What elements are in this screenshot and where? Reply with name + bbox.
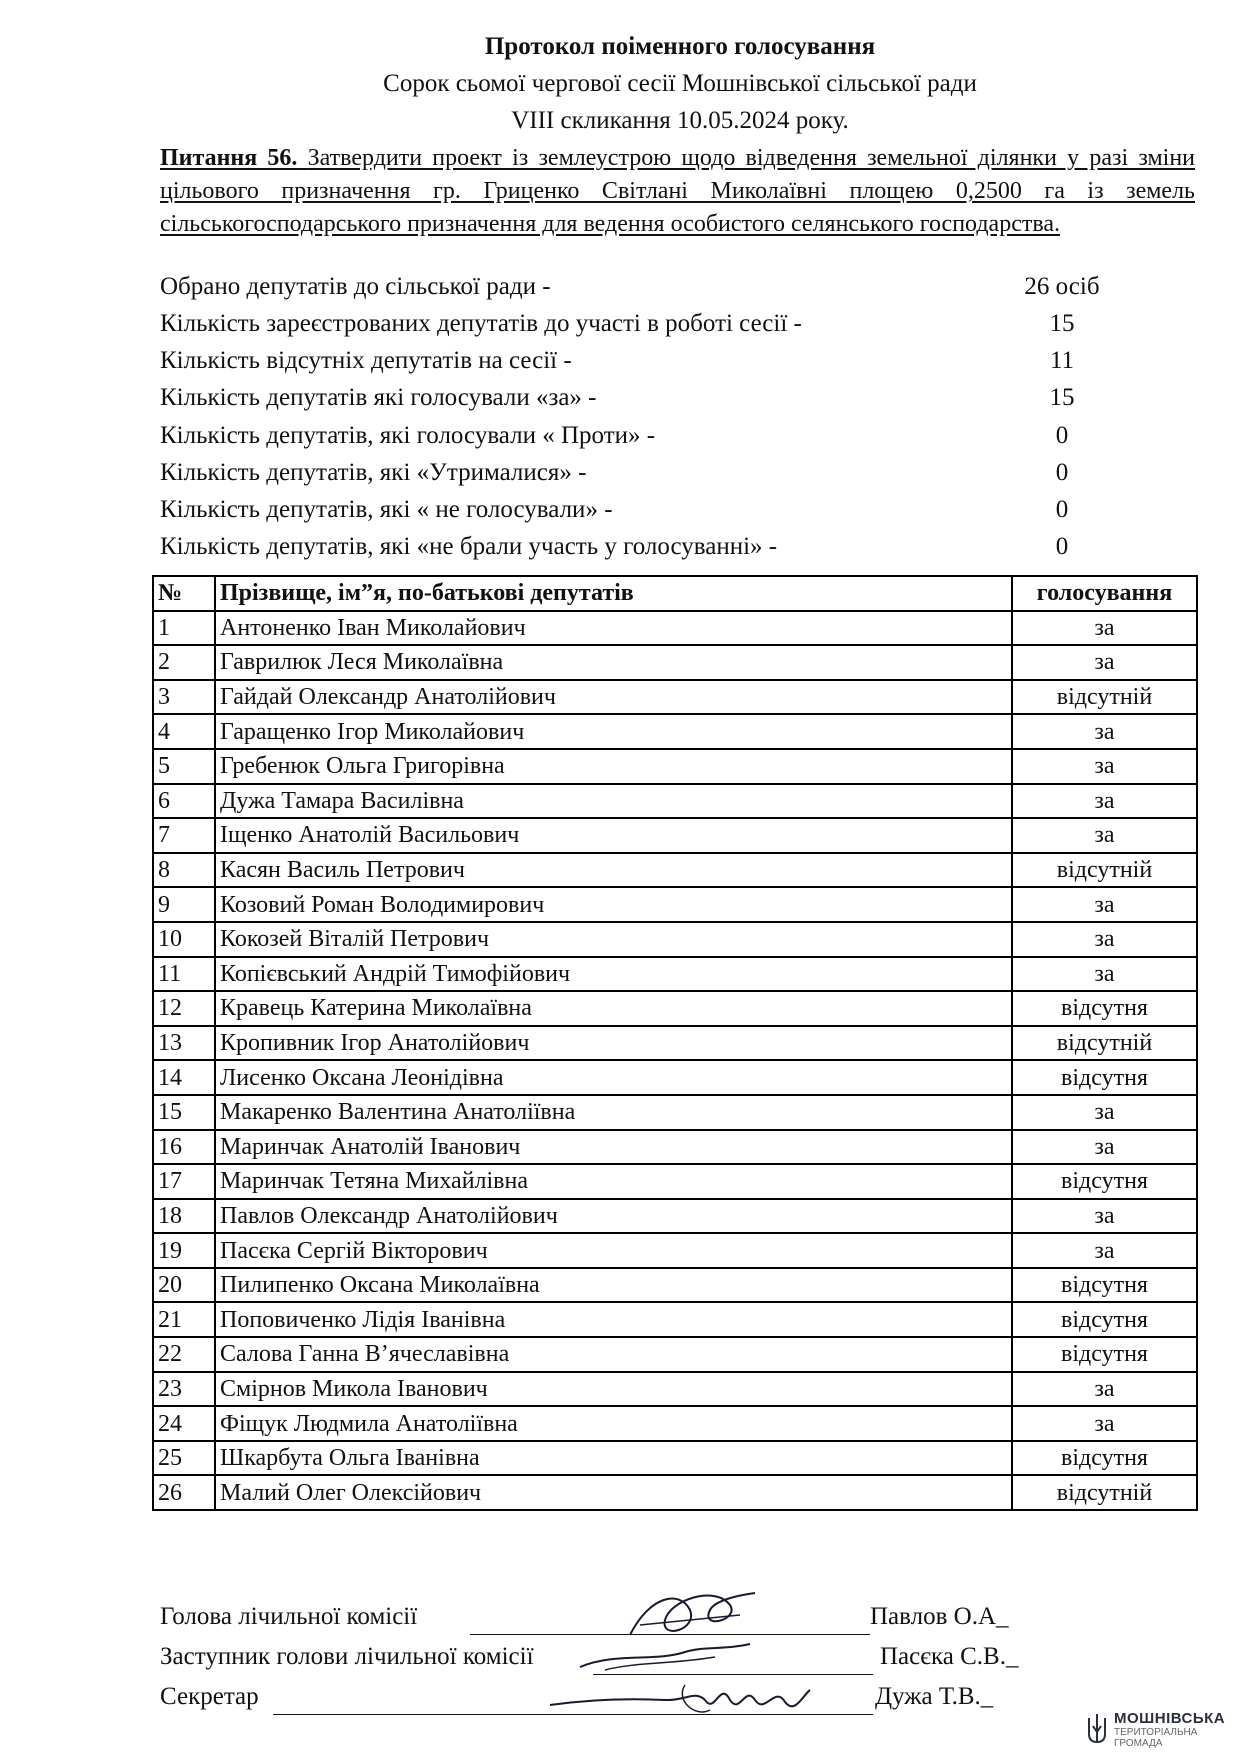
table-row [153, 1026, 1197, 1061]
deputy-name: Козовий Роман Володимирович [215, 887, 1012, 922]
deputy-name: Маринчак Тетяна Михайлівна [215, 1164, 1012, 1199]
vote-value: за [1012, 1406, 1197, 1441]
row-number: 7 [153, 818, 215, 853]
question-number: Питання 56. [160, 145, 298, 171]
table-row [153, 1164, 1197, 1199]
row-number: 18 [153, 1199, 215, 1234]
stat-row [160, 496, 1160, 533]
row-number: 1 [153, 611, 215, 646]
stat-label: Кількість депутатів, які «Утрималися» - [160, 459, 587, 486]
table-row [153, 1130, 1197, 1165]
table-row [153, 1337, 1197, 1372]
stat-row [160, 533, 1160, 570]
stat-value: 15 [1049, 310, 1075, 337]
vote-value: відсутній [1012, 853, 1197, 888]
row-number: 26 [153, 1475, 215, 1510]
logo-line-2: ГРОМАДА [1114, 1738, 1163, 1749]
question-body: Затвердити проект із землеустрою щодо відведення земельної ділянки у разі зміни цільового призначення гр. Гриценко Світлані Миколаївні площею 0,2500 га із земель сільськогосподарського призначення для ведення особистого селянського господарства. [160, 145, 1196, 237]
row-number: 14 [153, 1060, 215, 1095]
signature-role: Секретар [160, 1683, 259, 1710]
vote-value: за [1012, 922, 1197, 957]
table-header-row [153, 576, 1197, 611]
vote-value: за [1012, 645, 1197, 680]
vote-value: відсутня [1012, 991, 1197, 1026]
deputy-name: Кропивник Ігор Анатолійович [215, 1026, 1012, 1061]
row-number: 17 [153, 1164, 215, 1199]
trident-icon [1086, 1712, 1108, 1748]
stat-value: 0 [1055, 459, 1069, 486]
row-number: 25 [153, 1441, 215, 1476]
row-number: 9 [153, 887, 215, 922]
logo-subtitle [1114, 1727, 1197, 1749]
signature-name: Павлов О.А_ [870, 1603, 1009, 1630]
vote-value: за [1012, 714, 1197, 749]
deputy-name: Касян Василь Петрович [215, 853, 1012, 888]
row-number: 8 [153, 853, 215, 888]
vote-value: за [1012, 1130, 1197, 1165]
stat-value: 0 [1055, 422, 1069, 449]
vote-value: за [1012, 957, 1197, 992]
row-number: 5 [153, 749, 215, 784]
deputy-name: Поповиченко Лідія Іванівна [215, 1302, 1012, 1337]
header-num: № [153, 576, 215, 611]
table-row [153, 957, 1197, 992]
stat-value: 0 [1055, 496, 1069, 523]
vote-value: відсутній [1012, 680, 1197, 715]
row-number: 21 [153, 1302, 215, 1337]
stat-value: 0 [1055, 533, 1069, 560]
vote-value: відсутня [1012, 1164, 1197, 1199]
stat-label: Кількість зареєстрованих депутатів до участі в роботі сесії - [160, 310, 802, 337]
deputy-name: Антоненко Іван Миколайович [215, 611, 1012, 646]
signature-row-deputy [160, 1643, 1040, 1683]
deputy-name: Смірнов Микола Іванович [215, 1372, 1012, 1407]
logo-line-1: ТЕРИТОРІАЛЬНА [1114, 1727, 1198, 1738]
table-row [153, 1233, 1197, 1268]
stat-row [160, 459, 1160, 496]
row-number: 15 [153, 1095, 215, 1130]
table-row [153, 991, 1197, 1026]
row-number: 24 [153, 1406, 215, 1441]
table-row [153, 1475, 1197, 1510]
signature-role: Заступник голови лічильної комісії [160, 1643, 534, 1670]
table-row [153, 1060, 1197, 1095]
vote-value: відсутній [1012, 1475, 1197, 1510]
deputy-name: Макаренко Валентина Анатоліївна [215, 1095, 1012, 1130]
stat-value: 11 [1049, 347, 1075, 374]
vote-value: відсутня [1012, 1302, 1197, 1337]
header-vote: голосування [1012, 576, 1197, 611]
row-number: 6 [153, 784, 215, 819]
vote-value: за [1012, 1095, 1197, 1130]
logo-title: МОШНІВСЬКА [1114, 1710, 1226, 1727]
stat-row [160, 347, 1160, 384]
table-body [153, 611, 1197, 1510]
table-row [153, 714, 1197, 749]
vote-value: за [1012, 611, 1197, 646]
signature-name: Пасєка С.В._ [880, 1643, 1019, 1670]
table-row [153, 1302, 1197, 1337]
signature-line [470, 1634, 870, 1635]
signature-row-secretary [160, 1683, 1040, 1723]
table-row [153, 645, 1197, 680]
stat-label: Кількість відсутніх депутатів на сесії - [160, 347, 572, 374]
signature-name: Дужа Т.В._ [875, 1683, 994, 1710]
stat-label: Кількість депутатів, які « не голосували» - [160, 496, 613, 523]
deputy-name: Салова Ганна В’ячеславівна [215, 1337, 1012, 1372]
row-number: 10 [153, 922, 215, 957]
table-row [153, 749, 1197, 784]
deputy-name: Копієвський Андрій Тимофійович [215, 957, 1012, 992]
deputy-name: Шкарбута Ольга Іванівна [215, 1441, 1012, 1476]
vote-value: за [1012, 887, 1197, 922]
table-row [153, 818, 1197, 853]
table-row [153, 1372, 1197, 1407]
header-name: Прізвище, ім”я, по-батькові депутатів [215, 576, 1012, 611]
deputy-name: Гаврилюк Леся Миколаївна [215, 645, 1012, 680]
voting-table [152, 575, 1198, 1511]
row-number: 11 [153, 957, 215, 992]
stat-row [160, 310, 1160, 347]
deputy-name: Малий Олег Олексійович [215, 1475, 1012, 1510]
row-number: 19 [153, 1233, 215, 1268]
row-number: 23 [153, 1372, 215, 1407]
table-row [153, 611, 1197, 646]
deputy-name: Гребенюк Ольга Григорівна [215, 749, 1012, 784]
deputy-name: Маринчак Анатолій Іванович [215, 1130, 1012, 1165]
vote-value: відсутня [1012, 1441, 1197, 1476]
table-row [153, 1268, 1197, 1303]
community-logo [1082, 1710, 1240, 1755]
deputy-name: Лисенко Оксана Леонідівна [215, 1060, 1012, 1095]
row-number: 16 [153, 1130, 215, 1165]
deputy-name: Кокозей Віталій Петрович [215, 922, 1012, 957]
table-row [153, 1095, 1197, 1130]
vote-value: за [1012, 1372, 1197, 1407]
stat-value: 26 осіб [1024, 273, 1100, 300]
deputy-name: Пасєка Сергій Вікторович [215, 1233, 1012, 1268]
vote-value: відсутній [1012, 1026, 1197, 1061]
table-row [153, 680, 1197, 715]
document-title: Протокол поіменного голосування [484, 33, 876, 60]
vote-value: за [1012, 1233, 1197, 1268]
signature-line [593, 1674, 873, 1675]
stat-label: Кількість депутатів які голосували «за» - [160, 384, 597, 411]
vote-value: за [1012, 1199, 1197, 1234]
deputy-name: Гаращенко Ігор Миколайович [215, 714, 1012, 749]
row-number: 13 [153, 1026, 215, 1061]
stat-label: Кількість депутатів, які «не брали участь у голосуванні» - [160, 533, 778, 560]
row-number: 20 [153, 1268, 215, 1303]
row-number: 12 [153, 991, 215, 1026]
deputy-name: Кравець Катерина Миколаївна [215, 991, 1012, 1026]
table-row [153, 784, 1197, 819]
row-number: 2 [153, 645, 215, 680]
deputy-name: Гайдай Олександр Анатолійович [215, 680, 1012, 715]
deputy-name: Павлов Олександр Анатолійович [215, 1199, 1012, 1234]
stat-row [160, 384, 1160, 421]
vote-value: за [1012, 784, 1197, 819]
document-subtitle: Сорок сьомої чергової сесії Мошнівської сільської ради [383, 70, 977, 97]
question-text [160, 142, 1195, 241]
deputy-name: Пилипенко Оксана Миколаївна [215, 1268, 1012, 1303]
signature-row-chair [160, 1603, 1040, 1643]
deputy-name: Іщенко Анатолій Васильович [215, 818, 1012, 853]
table-row [153, 922, 1197, 957]
vote-value: за [1012, 818, 1197, 853]
table-row [153, 1441, 1197, 1476]
stat-label: Кількість депутатів, які голосували « Проти» - [160, 422, 656, 449]
stat-value: 15 [1049, 384, 1075, 411]
deputy-name: Дужа Тамара Василівна [215, 784, 1012, 819]
row-number: 22 [153, 1337, 215, 1372]
signature-line [273, 1714, 873, 1715]
signature-role: Голова лічильної комісії [160, 1603, 418, 1630]
table-row [153, 887, 1197, 922]
stat-row [160, 422, 1160, 459]
stat-label: Обрано депутатів до сільської ради - [160, 273, 551, 300]
table-row [153, 1406, 1197, 1441]
vote-value: за [1012, 749, 1197, 784]
vote-value: відсутня [1012, 1337, 1197, 1372]
row-number: 3 [153, 680, 215, 715]
deputy-name: Фіщук Людмила Анатоліївна [215, 1406, 1012, 1441]
table-row [153, 1199, 1197, 1234]
row-number: 4 [153, 714, 215, 749]
vote-value: відсутня [1012, 1060, 1197, 1095]
vote-value: відсутня [1012, 1268, 1197, 1303]
stat-row [160, 273, 1160, 310]
document-date-line: VIII скликання 10.05.2024 року. [511, 107, 849, 134]
table-row [153, 853, 1197, 888]
